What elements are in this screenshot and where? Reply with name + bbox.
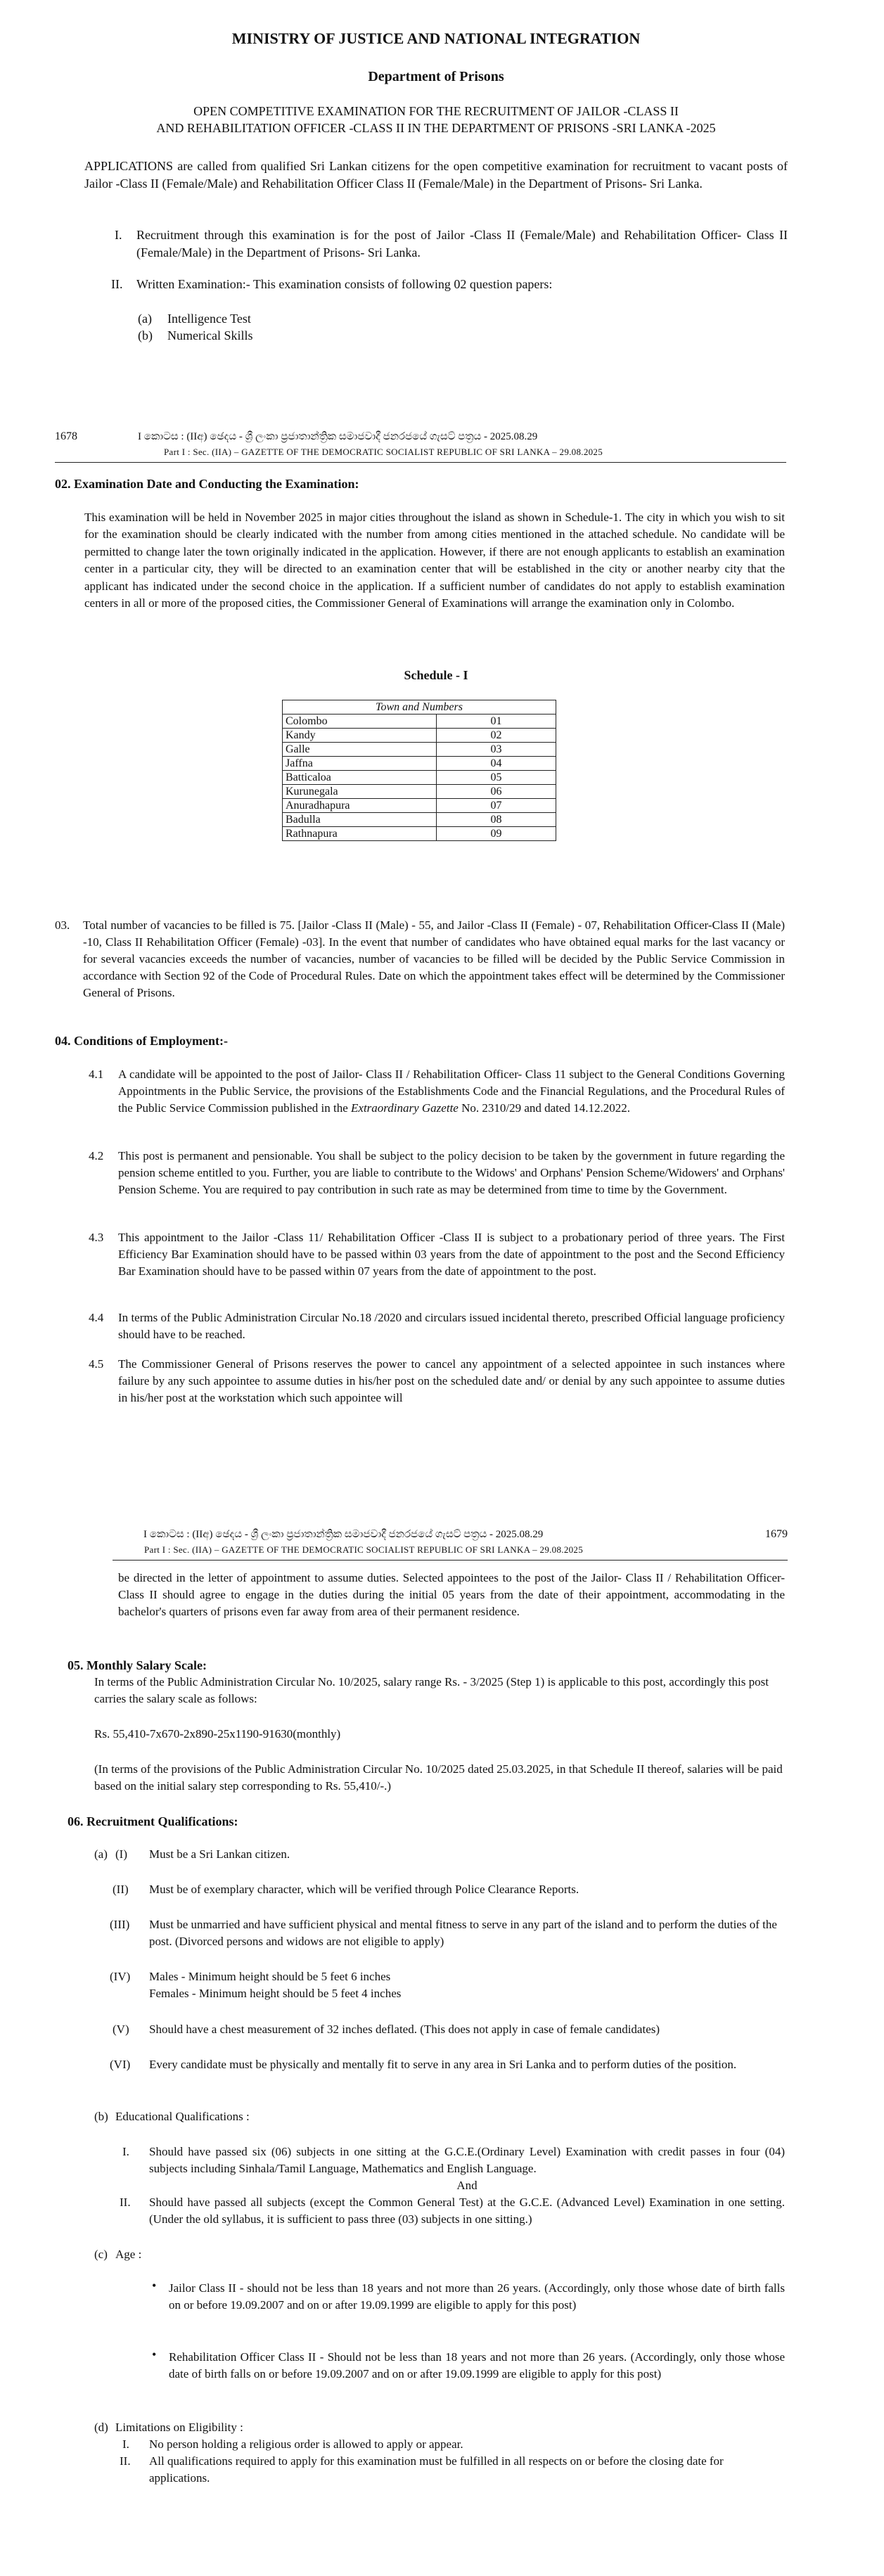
number-cell: 06 — [437, 785, 556, 799]
gazette-header-sinhala: I කොටස : (IIඅ) ඡෙදය - ශ්‍රී ලංකා ප්‍රජාතාන්ත්‍රික සමාජවාදී ජනරජයේ ගැසට් පත්‍රය - 2025.08.29 — [143, 1529, 544, 1540]
item-number: (II) — [113, 1883, 129, 1896]
clause-4-2: This post is permanent and pensionable. You shall be subject to the policy decision to be taken by the government in future regarding the pension scheme entitled to you. Further, you are liable to contribute to the Widows' and Orphans' Pension Scheme/Widowers' and Orphans' Pension Scheme. You are required to pay contribution in such rate as may be determined from time to time by the Government. — [118, 1149, 785, 1196]
section-heading: 02. Examination Date and Conducting the Examination: — [55, 477, 359, 491]
recruitment-item: Recruitment through this examination is for the post of Jailor -Class II (Female/Male) and Rehabilitation Officer- Class II (Female/Male) in the Department of Prisons- Sri Lanka. — [136, 228, 788, 259]
clause-number: 4.3 — [89, 1231, 104, 1244]
gazette-header-english: Part I : Sec. (IIA) – GAZETTE OF THE DEMOCRATIC SOCIALIST REPUBLIC OF SRI LANKA – 29.08.2025 — [144, 1544, 584, 1555]
number-cell: 03 — [437, 743, 556, 757]
page-number: 1678 — [55, 430, 77, 442]
qualification-item: Should have a chest measurement of 32 inches deflated. (This does not apply in case of female candidates) — [149, 2023, 660, 2036]
age-bullet: Jailor Class II - should not be less than 18 years and not more than 26 years. (Accordingly, only those whose date of birth falls on or before 19.09.2007 and on or after 19.09.1999 are eligible to apply for this post) — [169, 2281, 785, 2312]
qualification-item: Females - Minimum height should be 5 feet 4 inches — [149, 1987, 402, 2000]
vacancies-paragraph: Total number of vacancies to be filled is 75. [Jailor -Class II (Male) - 55, and Jailor -Class II (Female) - 07, Rehabilitation Officer-Class II (Male) -10, Class II Rehabilitation Officer (Female) -03]. In the event that number of candidates who have obtained equal marks for the last vacancy or for several vacancies exceeds the number of vacancies, number of vacancies to be filled will be decided by the Public Service Commission in accordance with Section 92 of the Code of Procedural Rules. Date on which the appointment takes effect will be determined by the Commissioner General of Prisons. — [83, 918, 785, 999]
qualification-item: Every candidate must be physically and mentally fit to serve in any area in Sri Lanka and to perform duties of the position. — [149, 2058, 737, 2071]
town-cell: Badulla — [283, 813, 437, 827]
eligibility-item: All qualifications required to apply for this examination must be fulfilled in all respects on or before the closing date for applications. — [149, 2454, 724, 2485]
exam-date-paragraph: This examination will be held in November 2025 in major cities throughout the island as shown in Schedule-1. The city in which you wish to sit for the examination should be clearly indicated with the number from among cities mentioned in the attached schedule. No candidate will be permitted to change later the town originally indicated in the application. However, if there are not enough applicants to establish an examination center in a particular city, they will be directed to an examination center that will be established in the city or another nearby city that the applicant has indicated under the second choice in the application. If a sufficient number of candidates do not apply to establish examination centers in all or more of the proposed cities, the Commissioner General of Examinations will arrange the examination only in Colombo. — [84, 511, 785, 610]
paper-name: Intelligence Test — [167, 312, 251, 326]
page-number: 1679 — [765, 1528, 788, 1540]
written-exam-item: Written Examination:- This examination consists of following 02 question papers: — [136, 277, 553, 291]
section-number: 03. — [55, 918, 70, 932]
number-cell: 07 — [437, 799, 556, 813]
town-cell: Rathnapura — [283, 827, 437, 841]
header-rule — [113, 1560, 788, 1561]
exam-title-line1: OPEN COMPETITIVE EXAMINATION FOR THE RECRUITMENT OF JAILOR -CLASS II — [193, 104, 679, 118]
clause-4-4: In terms of the Public Administration Circular No.18 /2020 and circulars issued incidental thereto, prescribed Official language proficiency should have to be reached. — [118, 1311, 785, 1341]
town-cell: Anuradhapura — [283, 799, 437, 813]
number-cell: 02 — [437, 729, 556, 743]
item-number: (III) — [110, 1918, 130, 1931]
section-heading: 04. Conditions of Employment:- — [55, 1034, 229, 1048]
clause-4-3: This appointment to the Jailor -Class 11/ Rehabilitation Officer -Class II is subject to a probationary period of three years. The First Efficiency Bar Examination should have to be passed within 03 years from the date of appointment to the post and the Second Efficiency Bar Examination should have to be passed within 07 years from the date of appointment to the post. — [118, 1231, 785, 1278]
item-number: (IV) — [110, 1970, 131, 1983]
item-number: I. — [115, 228, 122, 242]
item-number: I. — [122, 2145, 129, 2158]
exam-title-line2: AND REHABILITATION OFFICER -CLASS II IN THE DEPARTMENT OF PRISONS -SRI LANKA -2025 — [156, 121, 716, 135]
town-cell: Galle — [283, 743, 437, 757]
item-number: II. — [120, 2454, 131, 2468]
item-number: I. — [122, 2437, 129, 2451]
and-text: And — [456, 2179, 478, 2192]
clause-number: 4.1 — [89, 1068, 104, 1081]
table-row — [283, 799, 556, 813]
ministry-title: MINISTRY OF JUSTICE AND NATIONAL INTEGRATION — [231, 30, 641, 47]
qualification-item: Must be a Sri Lankan citizen. — [149, 1847, 290, 1861]
clause-number: 4.2 — [89, 1149, 104, 1162]
salary-scale: Rs. 55,410-7x670-2x890-25x1190-91630(monthly) — [94, 1727, 341, 1741]
number-cell: 05 — [437, 771, 556, 785]
table-row — [283, 729, 556, 743]
schedule-title: Schedule - I — [404, 668, 468, 682]
town-cell: Jaffna — [283, 757, 437, 771]
table-row — [283, 827, 556, 841]
schedule-table — [282, 700, 556, 841]
header-rule — [55, 462, 786, 463]
paper-label: (a) — [138, 312, 152, 326]
section-heading: 05. Monthly Salary Scale: — [68, 1658, 207, 1672]
paper-label: (b) — [138, 328, 153, 342]
sub-title: Educational Qualifications : — [115, 2110, 250, 2123]
sub-label: (b) — [94, 2110, 108, 2123]
clause-number: 4.5 — [89, 1357, 104, 1371]
education-item: Should have passed six (06) subjects in one sitting at the G.C.E.(Ordinary Level) Examination with credit passes in four (04) subjects including Sinhala/Tamil Language, Mathematics and English Language. — [149, 2145, 785, 2175]
clause-4-5: The Commissioner General of Prisons reserves the power to cancel any appointment of a selected appointee in such instances where failure by any such appointee to assume duties in his/her post on the scheduled date and/ or denial by any such appointee to assume duties in his/her post at the workstation which such appointee will — [118, 1357, 785, 1404]
qualification-item: Males - Minimum height should be 5 feet 6 inches — [149, 1970, 391, 1983]
item-number: (VI) — [110, 2058, 131, 2071]
item-number: (I) — [115, 1847, 127, 1861]
item-number: II. — [111, 277, 123, 291]
schedule-header: Town and Numbers — [283, 700, 556, 715]
age-bullet: Rehabilitation Officer Class II - Should not be less than 18 years and not more than 26 years. (Accordingly, only those whose date of birth falls on or before 19.09.2007 and on or after 19.09.1999 are eligible to apply for this post) — [169, 2350, 785, 2380]
table-row — [283, 785, 556, 799]
town-cell: Kurunegala — [283, 785, 437, 799]
sub-label: (c) — [94, 2248, 108, 2261]
clause-4-1: A candidate will be appointed to the post of Jailor- Class II / Rehabilitation Officer- Class 11 subject to the General Conditions Governing Appointments in the Public Service, the provisions of the Establishments Code and the Financial Regulations, and the Procedural Rules of the Public Service Commission published in the Extraordinary Gazette No. 2310/29 and dated 14.12.2022. — [118, 1068, 785, 1115]
number-cell: 09 — [437, 827, 556, 841]
section-heading: 06. Recruitment Qualifications: — [68, 1814, 238, 1828]
item-number: (V) — [113, 2023, 129, 2036]
bullet-icon: • — [152, 2347, 157, 2362]
bullet-icon: • — [152, 2279, 157, 2293]
table-row — [283, 771, 556, 785]
qualification-item: Must be unmarried and have sufficient physical and mental fitness to serve in any part of the island and to perform the duties of the post. (Divorced persons and widows are not eligible to apply) — [149, 1918, 777, 1948]
department-title: Department of Prisons — [368, 69, 504, 84]
clause-number: 4.4 — [89, 1311, 104, 1324]
number-cell: 08 — [437, 813, 556, 827]
intro-paragraph: APPLICATIONS are called from qualified Sri Lankan citizens for the open competitive examination for recruitment to vacant posts of Jailor -Class II (Female/Male) and Rehabilitation Officer Class II (Female/Male) in the Department of Prisons- Sri Lanka. — [84, 159, 788, 191]
item-number: II. — [120, 2196, 131, 2209]
number-cell: 04 — [437, 757, 556, 771]
gazette-header-english: Part I : Sec. (IIA) – GAZETTE OF THE DEMOCRATIC SOCIALIST REPUBLIC OF SRI LANKA – 29.08.2025 — [164, 447, 603, 457]
table-row — [283, 715, 556, 729]
town-cell: Kandy — [283, 729, 437, 743]
table-row — [283, 813, 556, 827]
salary-paragraph: In terms of the Public Administration Circular No. 10/2025, salary range Rs. - 3/2025 (Step 1) is applicable to this post, accordingly this post carries the salary scale as follows: — [94, 1675, 769, 1705]
number-cell: 01 — [437, 715, 556, 729]
table-row — [283, 743, 556, 757]
eligibility-item: No person holding a religious order is allowed to apply or appear. — [149, 2437, 463, 2451]
sub-label: (d) — [94, 2421, 108, 2434]
education-item: Should have passed all subjects (except the Common General Test) at the G.C.E. (Advanced Level) Examination in one setting. (Under the old syllabus, it is sufficient to pass three (03) subjects in one sitting.) — [149, 2196, 785, 2226]
paper-name: Numerical Skills — [167, 328, 253, 342]
qualification-item: Must be of exemplary character, which will be verified through Police Clearance Reports. — [149, 1883, 579, 1896]
salary-note: (In terms of the provisions of the Public Administration Circular No. 10/2025 dated 25.03.2025, in that Schedule II thereof, salaries will be paid based on the initial salary step corresponding to Rs. 55,410/-.) — [94, 1762, 783, 1793]
table-row — [283, 757, 556, 771]
clause-4-5-continued: be directed in the letter of appointment to assume duties. Selected appointees to the post of the Jailor- Class II / Rehabilitation Officer-Class II should agree to engage in the duties during the initial 05 years from the date of their appointment, accommodating in the bachelor's quarters of prisons even far away from area of their permanent residence. — [118, 1571, 785, 1618]
town-cell: Colombo — [283, 715, 437, 729]
sub-title: Limitations on Eligibility : — [115, 2421, 243, 2434]
town-cell: Batticaloa — [283, 771, 437, 785]
sub-title: Age : — [115, 2248, 142, 2261]
sub-label: (a) — [94, 1847, 108, 1861]
gazette-header-sinhala: I කොටස : (IIඅ) ඡෙදය - ශ්‍රී ලංකා ප්‍රජාතාන්ත්‍රික සමාජවාදී ජනරජයේ ගැසට් පත්‍රය - 2025.08.29 — [138, 431, 538, 442]
